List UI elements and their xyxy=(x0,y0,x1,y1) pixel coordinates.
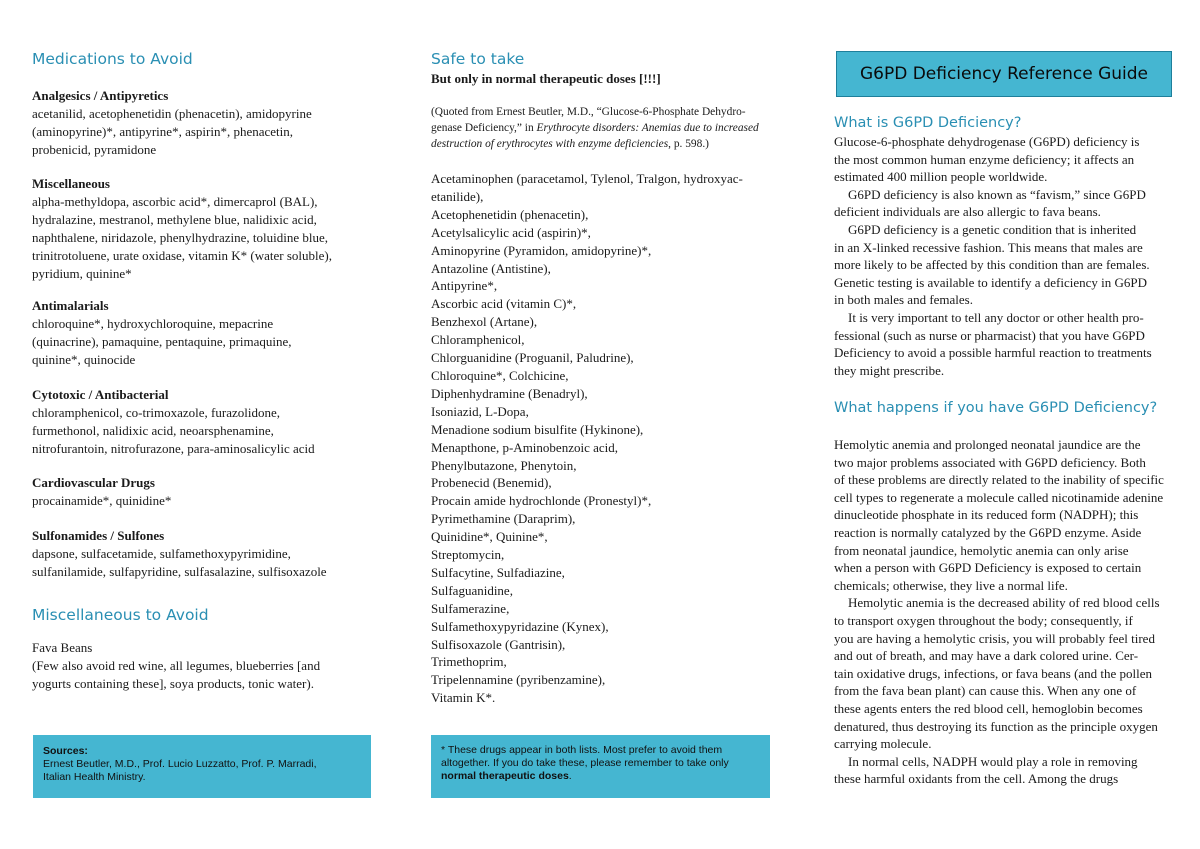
drug-item: Chloroquine*, Colchicine, xyxy=(431,367,569,383)
para-line: of these problems are directly related to the inability of specific xyxy=(834,472,1164,488)
drug-item: Sulfisoxazole (Gantrisin), xyxy=(431,636,566,652)
guide-title: G6PD Deficiency Reference Guide xyxy=(859,64,1149,84)
misc-line: Fava Beans xyxy=(32,640,93,655)
para-line: two major problems associated with G6PD deficiency. Both xyxy=(834,454,1146,470)
group-line: chloroquine*, hydroxychloroquine, mepacrine xyxy=(32,316,274,331)
citation-text: , p. 598.) xyxy=(668,138,709,150)
safe-subheading: But only in normal therapeutic doses [!!!] xyxy=(431,71,661,86)
para-line: estimated 400 million people worldwide. xyxy=(834,169,1048,185)
group-title: Sulfonamides / Sulfones xyxy=(32,528,165,543)
misc-line: yogurts containing these], soya products, tonic water). xyxy=(32,676,314,691)
drug-item: Antipyrine*, xyxy=(431,278,498,294)
sources-line: Italian Health Ministry. xyxy=(43,771,146,783)
group-title: Cardiovascular Drugs xyxy=(32,475,155,490)
para-line: chemicals; otherwise, they live a normal life. xyxy=(834,577,1068,593)
group-line: chloramphenicol, co-trimoxazole, furazolidone, xyxy=(32,405,280,420)
drug-item: Acetaminophen (paracetamol, Tylenol, Tralgon, hydroxyac- xyxy=(431,171,743,186)
drug-item: Antazoline (Antistine), xyxy=(431,260,551,276)
drug-item: Vitamin K*. xyxy=(431,690,496,706)
drug-item: Chloramphenicol, xyxy=(431,332,525,348)
safe-drug-list xyxy=(431,170,776,707)
drug-item: Trimethoprim, xyxy=(431,654,507,670)
para-line: cell types to regenerate a molecule called nicotinamide adenine xyxy=(834,489,1164,505)
group-line: naphthalene, niridazole, phenylhydrazine, toluidine blue, xyxy=(32,230,329,245)
group-line: quinine*, quinocide xyxy=(32,352,136,367)
miscellaneous-to-avoid-heading: Miscellaneous to Avoid xyxy=(32,606,209,624)
drug-item: Menadione sodium bisulfite (Hykinone), xyxy=(431,421,644,437)
para-line: deficient individuals are also allergic to fava beans. xyxy=(834,204,1101,220)
drug-item: Procain amide hydrochlonde (Pronestyl)*, xyxy=(431,493,652,509)
what-is-body xyxy=(834,133,1174,379)
group-line: acetanilid, acetophenetidin (phenacetin), amidopyrine xyxy=(32,106,312,121)
para-line: Hemolytic anemia and prolonged neonatal jaundice are the xyxy=(834,437,1141,452)
para-line: Glucose-6-phosphate dehydrogenase (G6PD) deficiency is xyxy=(834,134,1140,149)
group-analgesics xyxy=(32,87,372,159)
medications-to-avoid-heading: Medications to Avoid xyxy=(32,50,193,68)
drug-item: Sulfacytine, Sulfadiazine, xyxy=(431,564,565,580)
para-line: they might prescribe. xyxy=(834,362,945,378)
drug-item: Streptomycin, xyxy=(431,547,505,563)
group-line: procainamide*, quinidine* xyxy=(32,493,172,508)
para-line: these harmful oxidants from the cell. Among the drugs xyxy=(834,771,1119,787)
para-line: when a person with G6PD Deficiency is exposed to certain xyxy=(834,560,1142,576)
note-line xyxy=(441,770,760,783)
citation-line xyxy=(431,136,776,152)
sources-label: Sources: xyxy=(43,745,88,757)
drug-item: Sulfaguanidine, xyxy=(431,582,513,598)
misc-line: (Few also avoid red wine, all legumes, blueberries [and xyxy=(32,658,321,673)
drug-item: Ascorbic acid (vitamin C)*, xyxy=(431,296,577,312)
para-line: denatured, thus destroying its function as the principle oxygen xyxy=(834,718,1158,734)
drug-item: Isoniazid, L-Dopa, xyxy=(431,403,529,419)
para-line: fessional (such as nurse or pharmacist) that you have G6PD xyxy=(834,327,1145,343)
group-title: Cytotoxic / Antibacterial xyxy=(32,387,169,402)
para-line: from the fava bean plant) can cause this. When any one of xyxy=(834,683,1137,699)
drug-item: Acetylsalicylic acid (aspirin)*, xyxy=(431,224,591,240)
para-line: G6PD deficiency is also known as “favism,” since G6PD xyxy=(848,186,1146,202)
drug-item: Sulfamethoxypyridazine (Kynex), xyxy=(431,618,609,634)
para-line: to transport oxygen throughout the body; consequently, if xyxy=(834,612,1133,628)
sources-line: Ernest Beutler, M.D., Prof. Lucio Luzzatto, Prof. P. Marradi, xyxy=(43,758,317,770)
para-line: these agents enters the red blood cell, hemoglobin becomes xyxy=(834,700,1143,716)
drug-item: Aminopyrine (Pyramidon, amidopyrine)*, xyxy=(431,242,652,258)
citation xyxy=(431,104,776,152)
citation-book-title: destruction of erythrocytes with enzyme deficiencies xyxy=(431,138,669,150)
group-title: Miscellaneous xyxy=(32,176,110,191)
citation-line xyxy=(431,120,776,136)
drug-item: Chlorguanidine (Proguanil, Paludrine), xyxy=(431,350,634,366)
para-line: It is very important to tell any doctor or other health pro- xyxy=(848,309,1144,325)
sources-box xyxy=(33,735,371,798)
note-line: * These drugs appear in both lists. Most prefer to avoid them xyxy=(441,744,723,756)
what-happens-heading: What happens if you have G6PD Deficiency? xyxy=(834,400,1158,416)
note-line: altogether. If you do take these, please remember to take only xyxy=(441,757,729,769)
drug-item: Probenecid (Benemid), xyxy=(431,475,552,491)
para-line: G6PD deficiency is a genetic condition that is inherited xyxy=(848,221,1137,237)
drug-item: Phenylbutazone, Phenytoin, xyxy=(431,457,577,473)
para-line: in an X-linked recessive fashion. This means that males are xyxy=(834,239,1143,255)
para-line: carrying molecule. xyxy=(834,736,932,752)
group-cardiovascular xyxy=(32,474,372,510)
para-line: you are having a hemolytic crisis, you will probably feel tired xyxy=(834,630,1155,646)
drug-item: Sulfamerazine, xyxy=(431,600,510,616)
safe-to-take-heading: Safe to take xyxy=(431,50,525,68)
group-line: probenicid, pyramidone xyxy=(32,142,157,157)
group-line: alpha-methyldopa, ascorbic acid*, dimercaprol (BAL), xyxy=(32,194,318,209)
group-line: sulfanilamide, sulfapyridine, sulfasalazine, sulfisoxazole xyxy=(32,564,327,579)
guide-title-box xyxy=(836,51,1172,97)
para-line: the most common human enzyme deficiency; it affects an xyxy=(834,151,1135,167)
group-line: trinitrotoluene, urate oxidase, vitamin K* (water soluble), xyxy=(32,248,332,263)
group-line: furmethonol, nalidixic acid, neoarsphenamine, xyxy=(32,423,274,438)
para-line: and out of breath, and may have a dark colored urine. Cer- xyxy=(834,648,1139,664)
group-cytotoxic xyxy=(32,386,372,458)
para-line: Deficiency to avoid a possible harmful reaction to treatments xyxy=(834,345,1152,361)
drug-item: Benzhexol (Artane), xyxy=(431,314,538,330)
group-antimalarials xyxy=(32,297,372,369)
group-line: nitrofurantoin, nitrofurazone, para-aminosalicylic acid xyxy=(32,441,315,456)
group-title: Antimalarials xyxy=(32,298,109,313)
group-line: hydralazine, mestranol, methylene blue, nalidixic acid, xyxy=(32,212,317,227)
para-line: tain oxidative drugs, infections, or fava beans (and the pollen xyxy=(834,665,1153,681)
note-end: . xyxy=(568,770,572,782)
para-line: Hemolytic anemia is the decreased ability of red blood cells xyxy=(848,595,1160,611)
para-line: In normal cells, NADPH would play a role in removing xyxy=(848,753,1138,769)
para-line: from neonatal jaundice, hemolytic anemia can only arise xyxy=(834,542,1129,558)
what-is-heading: What is G6PD Deficiency? xyxy=(834,115,1022,131)
citation-text: genase Deficiency,” in xyxy=(431,122,537,134)
note-emphasis: normal therapeutic doses xyxy=(441,770,569,782)
group-line: pyridium, quinine* xyxy=(32,266,132,281)
group-line: (aminopyrine)*, antipyrine*, aspirin*, phenacetin, xyxy=(32,124,294,139)
para-line: Genetic testing is available to identify a deficiency in G6PD xyxy=(834,274,1147,290)
drug-item: Menapthone, p-Aminobenzoic acid, xyxy=(431,439,618,455)
para-line: reaction is normally catalyzed by the G6PD enzyme. Aside xyxy=(834,524,1142,540)
group-line: (quinacrine), pamaquine, pentaquine, primaquine, xyxy=(32,334,292,349)
para-line: in both males and females. xyxy=(834,292,973,308)
misc-avoid-body xyxy=(32,639,372,693)
group-sulfonamides xyxy=(32,527,372,581)
para-line: dinucleotide phosphate in its reduced form (NADPH); this xyxy=(834,507,1139,523)
drug-item: Acetophenetidin (phenacetin), xyxy=(431,206,589,222)
drug-item: Diphenhydramine (Benadryl), xyxy=(431,385,588,401)
citation-line: (Quoted from Ernest Beutler, M.D., “Glucose-6-Phosphate Dehydro- xyxy=(431,106,746,118)
group-miscellaneous xyxy=(32,175,372,283)
drug-item: Tripelennamine (pyribenzamine), xyxy=(431,672,606,688)
group-line: dapsone, sulfacetamide, sulfamethoxypyrimidine, xyxy=(32,546,291,561)
para-line: more likely to be affected by this condition than are females. xyxy=(834,257,1150,273)
group-title: Analgesics / Antipyretics xyxy=(32,88,169,103)
citation-book-title: Erythrocyte disorders: Anemias due to increased xyxy=(536,122,759,134)
drug-item: Quinidine*, Quinine*, xyxy=(431,529,548,545)
drug-item: Pyrimethamine (Daraprim), xyxy=(431,511,576,527)
what-happens-body xyxy=(834,436,1174,788)
drug-item: etanilide), xyxy=(431,188,484,204)
both-lists-note xyxy=(431,735,770,798)
